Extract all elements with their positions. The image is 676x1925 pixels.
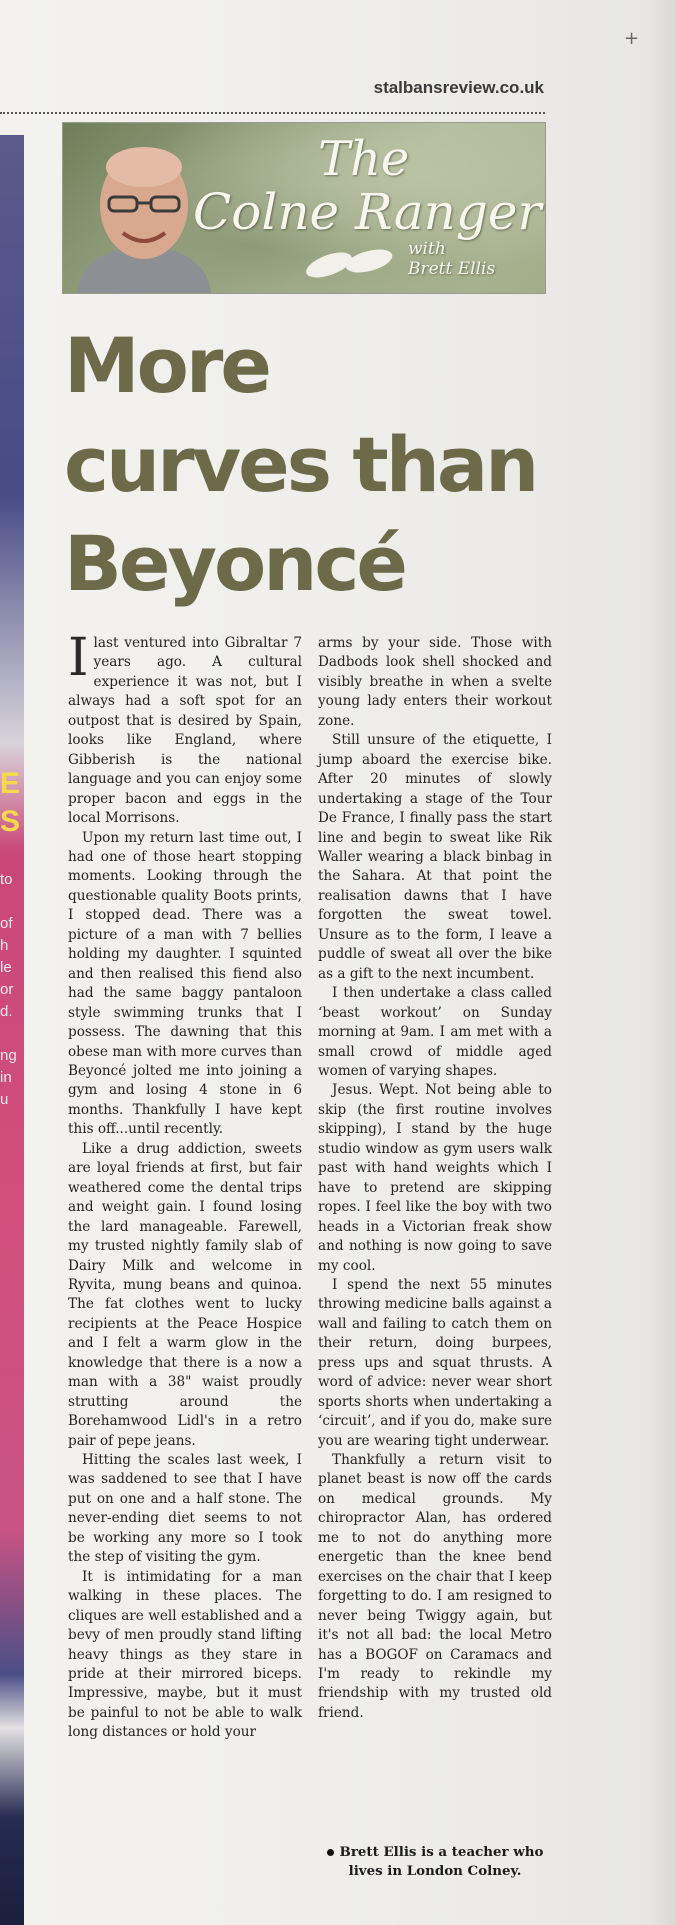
strip-fragment: le <box>0 959 12 976</box>
crop-mark: + <box>624 28 640 49</box>
paragraph: Jesus. Wept. Not being able to skip (the first routine involves skipping), I stand by the huge studio window as gym users walk past with hand weights which I have to pretend are skipping ropes. I feel like the boy with two heads in a Victorian freak show and nothing is now going to save my cool. <box>318 1082 552 1274</box>
paragraph: Thankfully a return visit to planet beast is now off the cards on medical grounds. My chiropractor Alan, has ordered me to not do anything more energetic than the knee bend exercises on the chair that I keep forgetting to do. I am resigned to never being Twiggy again, but it's not all bad: the local Metro has a BOGOF on Caramacs and I'm ready to rekindle my friendship with my trusted old friend. <box>318 1452 552 1721</box>
author-byline <box>318 1843 552 1881</box>
paragraph: Upon my return last time out, I had one of those heart stopping moments. Looking through the questionable quality Boots prints, I stopped dead. There was a picture of a man with 7 bellies holding my daughter. I squinted and then realised this fiend also had the same baggy pantaloon style swimming trunks that I possess. The dawning that this obese man with more curves than Beyoncé jolted me into joining a gym and losing 4 stone in 6 months. Thankfully I have kept this off...until recently. <box>68 829 302 1138</box>
paragraph: Hitting the scales last week, I was saddened to see that I have put on one and a half stone. The never-ending diet seems to not be working any more so I took the step of visiting the gym. <box>68 1452 302 1566</box>
strip-fragment: u <box>0 1091 9 1108</box>
banner-author: Brett Ellis <box>408 259 496 279</box>
strip-fragment: of <box>0 915 13 932</box>
banner-with: with <box>408 239 446 259</box>
drop-cap: I <box>68 628 89 688</box>
strip-fragment: to <box>0 871 13 888</box>
headline: More curves than Beyoncé <box>64 321 537 608</box>
strip-big-letter: E <box>0 767 21 800</box>
strip-fragment: d. <box>0 1003 13 1020</box>
strip-fragment: h <box>0 937 9 954</box>
strip-fragment: in <box>0 1069 12 1086</box>
adjacent-page-strip <box>0 135 24 1925</box>
paragraph: arms by your side. Those with Dadbods look shell shocked and visibly breathe in when a svelte young lady enters their workout zone. <box>318 635 552 729</box>
strip-fragment: ng <box>0 1047 17 1064</box>
paragraph: I spend the next 55 minutes throwing medicine balls against a wall and failing to catch them on their return, doing burpees, press ups and squat thrusts. A word of advice: never wear short sports shorts when undertaking a ‘circuit’, and if you do, make sure you are wearing tight underwear. <box>318 1276 552 1449</box>
byline-text: Brett Ellis is a teacher who lives in London Colney. <box>339 1844 544 1879</box>
header-divider <box>0 112 545 114</box>
paragraph: Like a drug addiction, sweets are loyal friends at first, but fair weathered come the dental trips and weight gain. I found losing the lard manageable. Farewell, my trusted nightly family slab of Dairy Milk and welcome in Ryvita, mung beans and quinoa. The fat clothes went to lucky recipients at the Peace Hospice and I felt a warm glow in the knowledge that there is a now a man with a 38" waist proudly strutting around the Borehamwood Lidl's in a retro pair of pepe jeans. <box>68 1140 302 1449</box>
page-edge-shadow <box>646 0 676 1925</box>
strip-fragment: or <box>0 981 14 998</box>
banner-title-name: Colne Ranger <box>193 183 542 241</box>
banner-title-the: The <box>318 131 410 187</box>
bullet-icon <box>327 1849 334 1856</box>
site-url: stalbansreview.co.uk <box>373 78 544 97</box>
article-column-2 <box>318 634 552 1723</box>
paragraph: Still unsure of the etiquette, I jump aboard the exercise bike. After 20 minutes of slowly undertaking a stage of the Tour De France, I finally pass the start line and begin to sweat like Rik Waller wearing a black binbag in the Sahara. At that point the realisation dawns that I have forgotten the sweat towel. Unsure as to the form, I leave a puddle of sweat all over the bike as a gift to the next incumbent. <box>318 732 552 982</box>
column-banner <box>62 122 546 294</box>
article-column-1 <box>68 628 302 1743</box>
paragraph-text: last ventured into Gibraltar 7 years ago. A cultural experience it was not, but I always had a soft spot for an outpost that is desired by Spain, looks like England, where Gibberish is the national language and you can enjoy some proper bacon and eggs in the local Morrisons. <box>68 635 302 827</box>
paragraph: I then undertake a class called ‘beast workout’ on Sunday morning at 9am. I am met with a small crowd of middle aged women of varying shapes. <box>318 985 552 1079</box>
footprints-icon <box>303 241 398 281</box>
strip-big-letter: S <box>0 805 21 838</box>
paragraph <box>68 628 302 829</box>
paragraph: It is intimidating for a man walking in these places. The cliques are well established and a bevy of men proudly stand lifting heavy things as they stare in pride at their mirrored biceps. Impressive, maybe, but it must be painful to not be able to walk long distances or hold your <box>68 1568 302 1741</box>
